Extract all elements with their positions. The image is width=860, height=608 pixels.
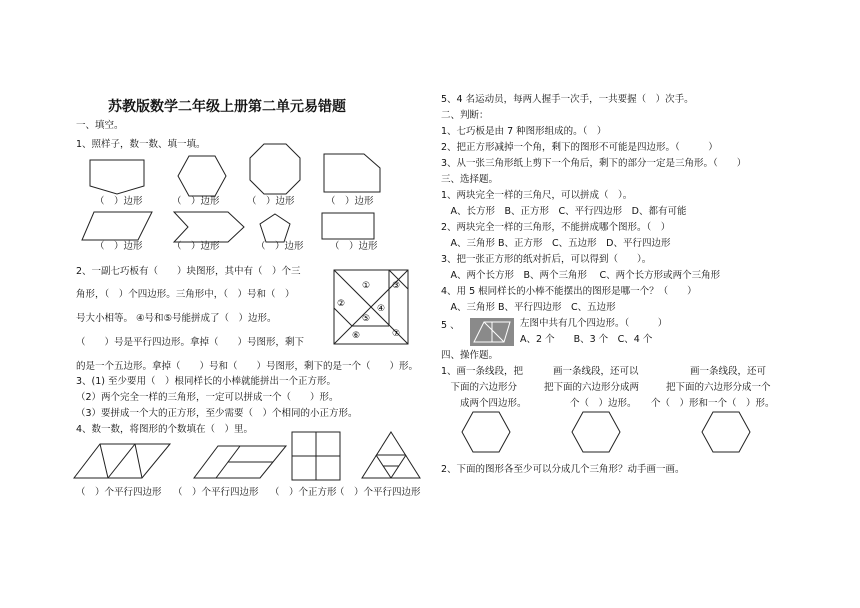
shape-pentagon <box>258 212 292 244</box>
section-judge: 二、判断： <box>441 110 489 121</box>
choice-5-options: A、2 个 B、3 个 C、4 个 <box>520 334 653 345</box>
tangram-figure <box>332 268 412 348</box>
choice-1-options: A、长方形 B、正方形 C、平行四边形 D、都有可能 <box>441 206 687 217</box>
question-3-line3: （3）要拼成一个大的正方形，至少需要（ ）个相同的小正方形。 <box>76 408 358 419</box>
judge-1: 1、七巧板是由 7 种图形组成的。（ ） <box>441 126 607 137</box>
choice-2: 2、两块完全一样的三角形，不能拼成哪个图形。（ ） <box>441 222 671 233</box>
tangram-label-3: ③ <box>392 281 401 291</box>
op1-col3-line3: 个（ ）形和一个（ ）形。 <box>651 398 775 409</box>
q1-label-4: （ ）边形 <box>326 196 374 207</box>
q1-label-6: （ ）边形 <box>172 241 220 252</box>
tangram-label-7: ⑦ <box>392 329 401 339</box>
choice-5-number: 5 、 <box>441 320 460 331</box>
shape-pentagon-arrow <box>88 158 148 196</box>
shape-cut-rectangle <box>322 152 382 194</box>
question-2-line5: 的是一个五边形。拿掉（ ）号和（ ）号图形，剩下的是一个（ ）形。 <box>76 361 419 372</box>
q4-label-1: （ ）个平行四边形 <box>76 487 162 498</box>
section-fill-blank: 一、填空。 <box>76 120 124 131</box>
shape-chevron <box>172 210 246 244</box>
q1-label-8: （ ）边形 <box>330 241 378 252</box>
shape-parallelogram <box>80 210 154 242</box>
op1-col3-line2: 把下面的六边形分成一个 <box>666 382 771 393</box>
tangram-label-5: ⑤ <box>362 314 371 324</box>
figure-triangle-subdivided <box>360 430 422 480</box>
tangram-label-1: ① <box>362 281 371 291</box>
question-2-line1: 2、一副七巧板有（ ）块图形，其中有（ ）个三 <box>76 266 301 277</box>
op1-col2-line2: 把下面的六边形分成两 <box>544 382 640 393</box>
question-2-line2: 角形，（ ）个四边形。三角形中，（ ）号和（ ） <box>76 289 295 300</box>
q4-label-2: （ ）个平行四边形 <box>173 487 259 498</box>
question-1: 1、照样子，数一数、填一填。 <box>76 139 206 150</box>
op-hexagon-2 <box>570 410 622 454</box>
op1-col1-line2: 下面的六边形分 <box>441 382 518 393</box>
question-2-line3: 号大小相等。 ④号和⑤号能拼成了（ ）边形。 <box>76 313 277 324</box>
question-3-line1: 3、(1) 至少要用（ ）根同样长的小棒就能拼出一个正方形。 <box>76 376 337 387</box>
q1-label-7: （ ）边形 <box>256 241 304 252</box>
question-2-line4: （ ）号是平行四边形。拿掉（ ）号图形，剩下 <box>76 337 305 348</box>
judge-3: 3、从一张三角形纸上剪下一个角后，剩下的部分一定是三角形。（ ） <box>441 158 747 169</box>
operation-2: 2、下面的图形各至少可以分成几个三角形？动手画一画。 <box>441 464 685 475</box>
figure-triangles-strip <box>72 442 172 480</box>
choice-3-options: A、两个长方形 B、两个三角形 C、两个长方形或两个三角形 <box>441 270 721 281</box>
q1-label-5: （ ）边形 <box>95 241 143 252</box>
op1-col2-line1: 画一条线段，还可以 <box>553 366 639 377</box>
tangram-label-2: ② <box>337 299 346 309</box>
page-title: 苏教版数学二年级上册第二单元易错题 <box>108 99 346 115</box>
tangram-label-4: ④ <box>377 304 386 314</box>
q1-label-3: （ ）边形 <box>247 196 295 207</box>
op-hexagon-1 <box>460 410 512 454</box>
judge-2: 2、把正方形减掉一个角，剩下的图形不可能是四边形。（ ） <box>441 142 718 153</box>
shape-octagon <box>248 142 302 196</box>
tangram-label-6: ⑥ <box>352 331 361 341</box>
choice-5: 左图中共有几个四边形。（ ） <box>520 318 668 329</box>
section-choice: 三、选择题。 <box>441 174 499 185</box>
op1-col1-line1: 1、画一条线段，把 <box>441 366 524 377</box>
shape-rectangle <box>320 211 376 241</box>
q1-label-2: （ ）边形 <box>172 196 220 207</box>
op1-col2-line3: 个（ ）边形。 <box>570 398 637 409</box>
choice-5-figure <box>470 318 514 346</box>
choice-2-options: A、三角形 B、正方形 C、五边形 D、平行四边形 <box>441 238 671 249</box>
question-5: 5、4 名运动员，每两人握手一次手，一共要握（ ）次手。 <box>441 94 694 105</box>
q4-label-3: （ ）个正方形 <box>270 487 337 498</box>
question-3-line2: （2）两个完全一样的三角形，一定可以拼成一个（ ）形。 <box>76 392 339 403</box>
op1-col3-line1: 画一条线段，还可 <box>690 366 767 377</box>
figure-square-grid <box>290 430 342 482</box>
shape-hexagon <box>176 154 228 198</box>
op1-col1-line3: 成两个四边形。 <box>441 398 527 409</box>
choice-3: 3、把一张正方形的纸对折后，可以得到（ ）。 <box>441 254 652 265</box>
choice-1: 1、两块完全一样的三角尺，可以拼成（ ）。 <box>441 190 633 201</box>
choice-4: 4、用 5 根同样长的小棒不能摆出的图形是哪一个？（ ） <box>441 286 697 297</box>
choice-4-options: A、三角形 B、平行四边形 C、五边形 <box>441 302 616 313</box>
figure-parallelogram-split <box>192 444 288 480</box>
q4-label-4: （ ）个平行四边形 <box>335 487 421 498</box>
question-4: 4、数一数，将图形的个数填在（ ）里。 <box>76 424 254 435</box>
op-hexagon-3 <box>700 410 752 454</box>
q1-label-1: （ ）边形 <box>95 196 143 207</box>
section-operation: 四、操作题。 <box>441 350 499 361</box>
